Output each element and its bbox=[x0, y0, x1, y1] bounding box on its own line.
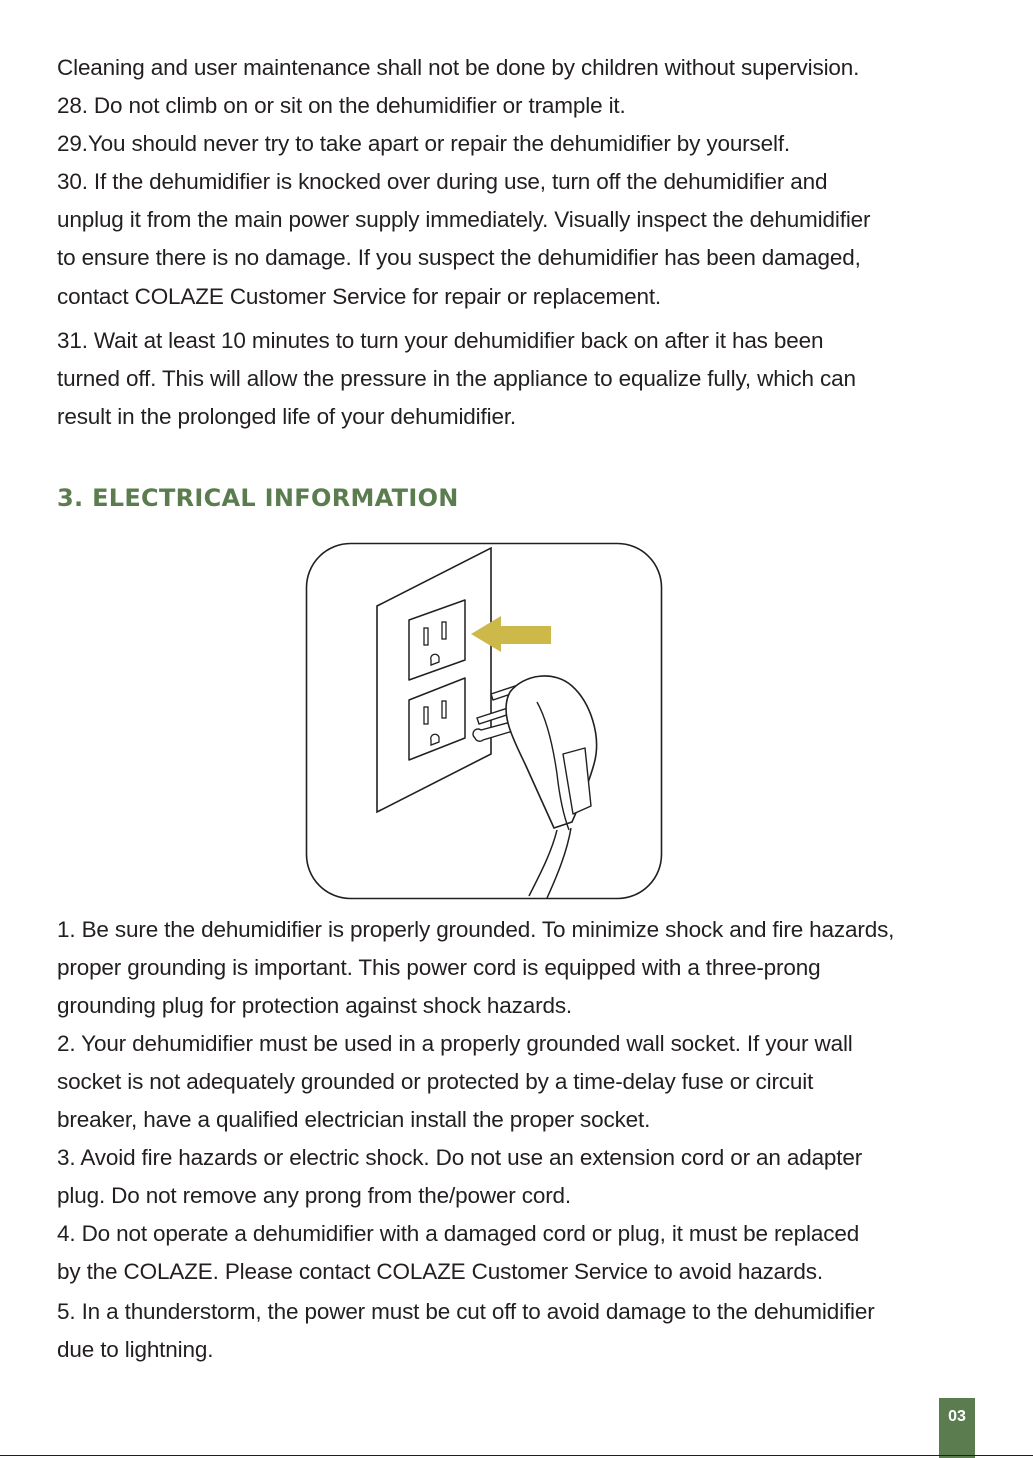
electrical-text-line: by the COLAZE. Please contact COLAZE Customer Service to avoid hazards. bbox=[57, 1259, 823, 1284]
footer-rule bbox=[0, 1455, 1033, 1456]
electrical-text-line: 4. Do not operate a dehumidifier with a damaged cord or plug, it must be replaced bbox=[57, 1221, 860, 1246]
electrical-text-line: breaker, have a qualified electrician install the proper socket. bbox=[57, 1107, 651, 1132]
safety-text-line: turned off. This will allow the pressure in the appliance to equalize fully, which can bbox=[57, 366, 856, 391]
section-heading: 3. ELECTRICAL INFORMATION bbox=[57, 484, 459, 512]
electrical-text-line: proper grounding is important. This power cord is equipped with a three-prong bbox=[57, 955, 821, 980]
electrical-text-line: grounding plug for protection against shock hazards. bbox=[57, 993, 573, 1018]
electrical-text-line: 1. Be sure the dehumidifier is properly grounded. To minimize shock and fire hazards, bbox=[57, 917, 895, 942]
electrical-text-line: 2. Your dehumidifier must be used in a properly grounded wall socket. If your wall bbox=[57, 1031, 853, 1056]
safety-text-line: Cleaning and user maintenance shall not be done by children without supervision. bbox=[57, 55, 860, 80]
safety-text-line: result in the prolonged life of your dehumidifier. bbox=[57, 404, 517, 429]
electrical-text-line: socket is not adequately grounded or protected by a time-delay fuse or circuit bbox=[57, 1069, 814, 1094]
safety-text-line: to ensure there is no damage. If you suspect the dehumidifier has been damaged, bbox=[57, 245, 861, 270]
safety-text-line: 29.You should never try to take apart or repair the dehumidifier by yourself. bbox=[57, 131, 791, 156]
electrical-text-line: 3. Avoid fire hazards or electric shock. Do not use an extension cord or an adapter bbox=[57, 1145, 863, 1170]
page-number-badge: 03 bbox=[939, 1398, 975, 1458]
safety-text-line: 31. Wait at least 10 minutes to turn your dehumidifier back on after it has been bbox=[57, 328, 824, 353]
plug-into-grounded-outlet-icon bbox=[305, 542, 663, 900]
safety-text-line: 28. Do not climb on or sit on the dehumidifier or trample it. bbox=[57, 93, 626, 118]
electrical-text-line: plug. Do not remove any prong from the/power cord. bbox=[57, 1183, 572, 1208]
safety-text-line: unplug it from the main power supply immediately. Visually inspect the dehumidifier bbox=[57, 207, 871, 232]
electrical-text-line: 5. In a thunderstorm, the power must be cut off to avoid damage to the dehumidifier bbox=[57, 1299, 875, 1324]
safety-text-line: contact COLAZE Customer Service for repair or replacement. bbox=[57, 284, 662, 309]
safety-text-line: 30. If the dehumidifier is knocked over during use, turn off the dehumidifier and bbox=[57, 169, 828, 194]
electrical-text-line: due to lightning. bbox=[57, 1337, 214, 1362]
